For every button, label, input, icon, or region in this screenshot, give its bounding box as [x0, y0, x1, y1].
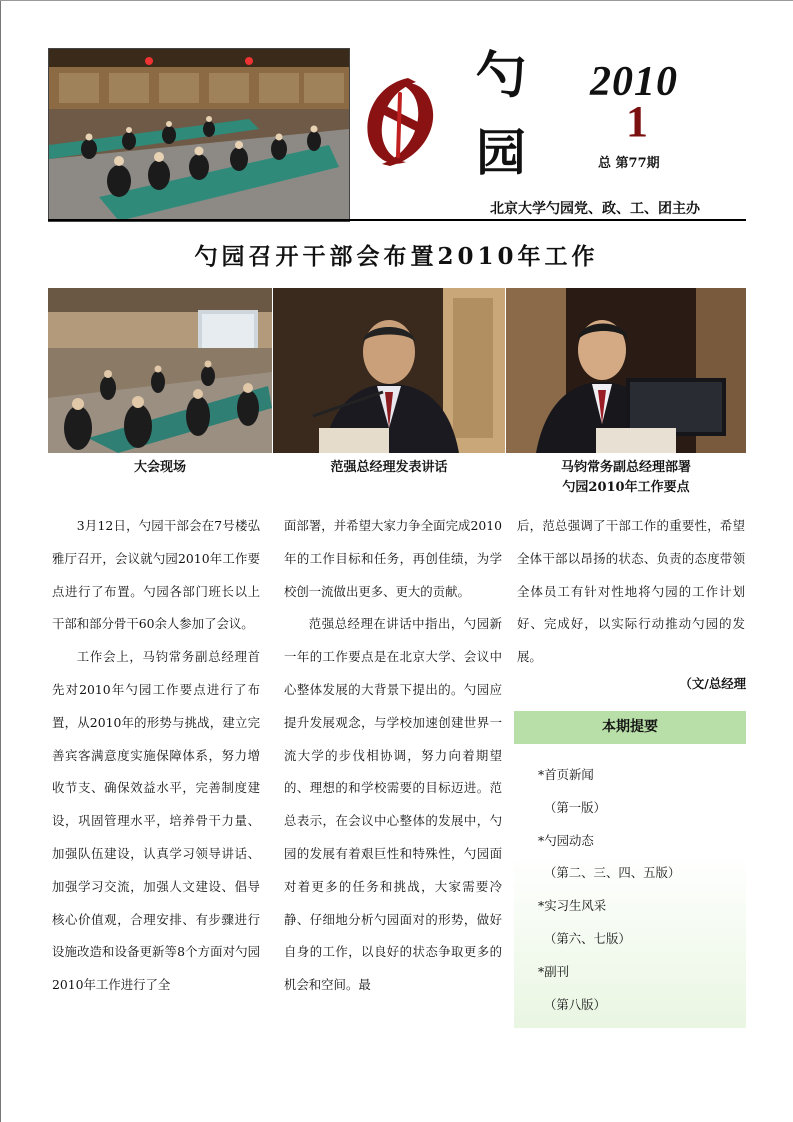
article-paragraph: 面部署，并希望大家力争全面完成2010年的工作目标和任务，再创佳绩，为学校创一流做出更多、更大的贡献。 [284, 518, 502, 599]
contents-item-page: （第一版） [544, 799, 606, 815]
article-column-2 [284, 510, 502, 1002]
total-issue-number: 总 第77期 [598, 156, 660, 171]
article-headline: 勺园召开干部会布置2010年工作 [194, 243, 599, 270]
photo-meeting-venue [48, 288, 272, 453]
contents-title: 本期提要 [514, 711, 746, 744]
issue-number: 1 [626, 97, 648, 146]
speaker-photo-1 [273, 288, 505, 453]
contents-item[interactable]: *首页新闻 [538, 767, 594, 782]
speaker-photo-2 [506, 288, 746, 453]
issue-year: 2010 [590, 59, 678, 105]
article-paragraph: 范强总经理在讲话中指出，勺园新一年的工作要点是在北京大学、会议中心整体发展的大背景下提出的。勺园应提升发展观念，与学校加速创建世界一流大学的步伐相协调，努力向着期望的、理想的和学校需要的目标迈进。范总表示，在会议中心整体的发展中，勺园的发展有着艰巨性和特殊性，勺园面对着更多的任务和挑战，大家需要冷静、仔细地分析勺园面对的形势，做好自身的工作，以良好的状态争取更多的机会和空间。最 [284, 616, 502, 993]
article-byline: （文/总经理 [679, 676, 746, 691]
photo-caption-1: 大会现场 [133, 460, 186, 475]
photo-ma-jun [506, 288, 746, 453]
logo-emblem-icon [360, 70, 440, 174]
article-column-3 [517, 510, 745, 674]
contents-item-page: （第二、三、四、五版） [544, 865, 681, 881]
contents-item[interactable]: *副刊 [538, 963, 569, 979]
article-paragraph: 后，范总强调了干部工作的重要性，希望全体干部以昂扬的状态、负责的态度带领全体员工有针对性地将勺园的工作计划好、完成好，以实际行动推动勺园的发展。 [517, 518, 745, 665]
article-column-1 [52, 510, 260, 1002]
contents-item-page: （第六、七版） [544, 930, 631, 946]
conference-hall-photo [48, 288, 272, 453]
article-paragraph: 工作会上，马钧常务副总经理首先对2010年勺园工作要点进行了布置，从2010年的形势与挑战，建立完善宾客满意度实施保障体系，努力增收节支、确保效益水平，完善制度建设，巩固管理水平，培养骨干力量、加强队伍建设，认真学习领导讲话、加强学习交流，加强人文建设、倡导核心价值观，合理安排、有步骤进行设施改造和设备更新等8个方面对勺园2010年工作进行了全 [52, 649, 260, 993]
photo-fan-qiang [273, 288, 505, 453]
page-border-top [0, 0, 793, 1]
masthead-name-char-1: 勺 [476, 45, 526, 104]
issue-contents-box [514, 711, 746, 1028]
contents-list [514, 744, 746, 1021]
contents-item[interactable]: *实习生风采 [538, 898, 607, 914]
page-border-left [0, 0, 1, 1122]
photo-caption-3-line1: 马钧常务副总经理部署 [560, 460, 691, 475]
masthead-divider [48, 219, 746, 221]
masthead-name-char-2: 园 [476, 123, 526, 182]
masthead-photo [48, 48, 350, 222]
photo-caption-3 [506, 458, 746, 498]
contents-item-page: （第八版） [544, 996, 606, 1012]
article-paragraph: 3月12日，勺园干部会在7号楼弘雅厅召开，会议就勺园2010年工作要点进行了布置。勺园各部门班长以上干部和部分骨干60余人参加了会议。 [52, 518, 260, 632]
shaoyuan-logo [360, 70, 440, 174]
photo-caption-2: 范强总经理发表讲话 [330, 460, 448, 475]
meeting-room-photo [49, 49, 349, 221]
photo-caption-3-line2: 勺园2010年工作要点 [562, 480, 690, 495]
publisher-line: 北京大学勺园党、政、工、团主办 [490, 201, 700, 217]
contents-item[interactable]: *勺园动态 [538, 832, 594, 848]
